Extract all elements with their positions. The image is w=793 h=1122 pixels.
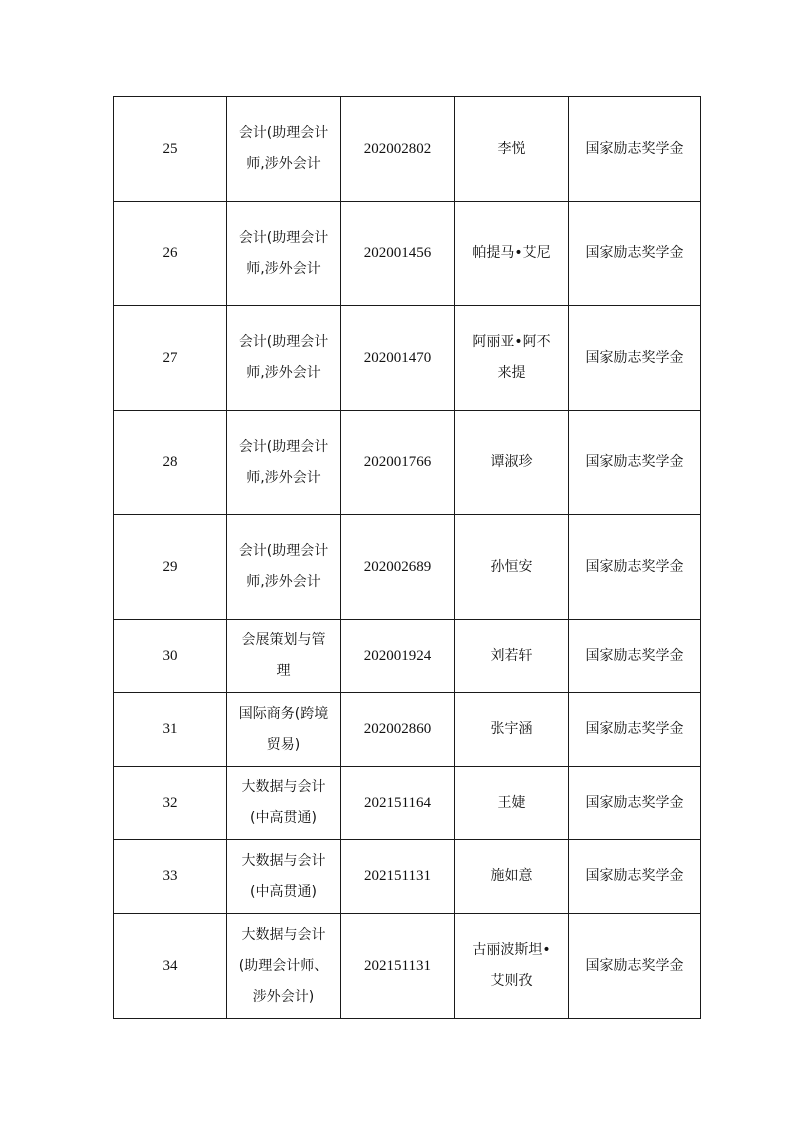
award-cell: 国家励志奖学金 (569, 840, 701, 914)
student-name-cell: 帕提马•艾尼 (455, 202, 569, 306)
student-id-cell: 202151164 (341, 767, 455, 840)
student-id-cell: 202002802 (341, 97, 455, 202)
major-cell: 大数据与会计(中高贯通) (227, 840, 341, 914)
row-number: 26 (114, 202, 227, 306)
award-cell: 国家励志奖学金 (569, 767, 701, 840)
award-cell: 国家励志奖学金 (569, 693, 701, 767)
table-row (114, 620, 701, 693)
award-cell: 国家励志奖学金 (569, 620, 701, 693)
student-id-cell: 202001766 (341, 411, 455, 515)
major-cell: 大数据与会计(中高贯通) (227, 767, 341, 840)
table-row (114, 693, 701, 767)
student-name-cell: 王婕 (455, 767, 569, 840)
row-number: 25 (114, 97, 227, 202)
table-row (114, 306, 701, 411)
row-number: 32 (114, 767, 227, 840)
student-name-cell: 谭淑珍 (455, 411, 569, 515)
award-cell: 国家励志奖学金 (569, 411, 701, 515)
student-id-cell: 202001924 (341, 620, 455, 693)
award-cell: 国家励志奖学金 (569, 97, 701, 202)
award-cell: 国家励志奖学金 (569, 202, 701, 306)
row-number: 29 (114, 515, 227, 620)
major-cell: 大数据与会计(助理会计师、涉外会计) (227, 914, 341, 1019)
student-id-cell: 202001470 (341, 306, 455, 411)
award-cell: 国家励志奖学金 (569, 515, 701, 620)
table-row (114, 411, 701, 515)
table-row (114, 767, 701, 840)
row-number: 27 (114, 306, 227, 411)
major-cell: 会计(助理会计师,涉外会计 (227, 202, 341, 306)
row-number: 34 (114, 914, 227, 1019)
row-number: 28 (114, 411, 227, 515)
table-row (114, 97, 701, 202)
table-row (114, 202, 701, 306)
major-cell: 会计(助理会计师,涉外会计 (227, 306, 341, 411)
student-id-cell: 202002689 (341, 515, 455, 620)
row-number: 31 (114, 693, 227, 767)
scholarship-table (113, 96, 701, 1019)
award-cell: 国家励志奖学金 (569, 914, 701, 1019)
student-id-cell: 202151131 (341, 914, 455, 1019)
student-name-cell: 古丽波斯坦•艾则孜 (455, 914, 569, 1019)
table-row (114, 515, 701, 620)
student-id-cell: 202151131 (341, 840, 455, 914)
major-cell: 国际商务(跨境贸易) (227, 693, 341, 767)
major-cell: 会计(助理会计师,涉外会计 (227, 97, 341, 202)
major-cell: 会展策划与管理 (227, 620, 341, 693)
student-id-cell: 202002860 (341, 693, 455, 767)
student-name-cell: 施如意 (455, 840, 569, 914)
student-id-cell: 202001456 (341, 202, 455, 306)
student-name-cell: 张宇涵 (455, 693, 569, 767)
major-cell: 会计(助理会计师,涉外会计 (227, 411, 341, 515)
student-name-cell: 李悦 (455, 97, 569, 202)
row-number: 30 (114, 620, 227, 693)
row-number: 33 (114, 840, 227, 914)
student-name-cell: 阿丽亚•阿不来提 (455, 306, 569, 411)
student-name-cell: 刘若轩 (455, 620, 569, 693)
student-name-cell: 孙恒安 (455, 515, 569, 620)
award-cell: 国家励志奖学金 (569, 306, 701, 411)
table-row (114, 914, 701, 1019)
table-row (114, 840, 701, 914)
major-cell: 会计(助理会计师,涉外会计 (227, 515, 341, 620)
